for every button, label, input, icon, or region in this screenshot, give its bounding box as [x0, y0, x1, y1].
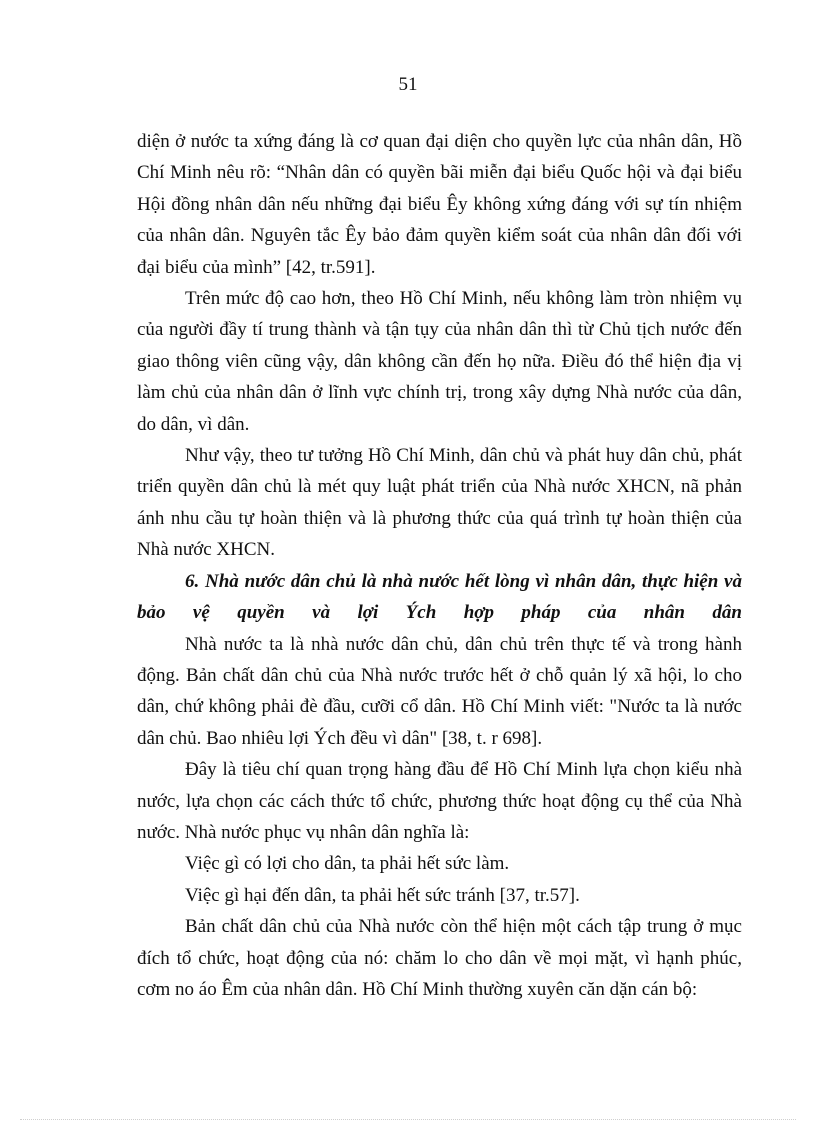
page-body [137, 126, 742, 1005]
paragraph: Trên mức độ cao hơn, theo Hồ Chí Minh, nếu không làm tròn nhiệm vụ của người đầy tí trung thành và tận tụy của nhân dân thì từ Chủ tịch nước đến giao thông viên cũng vậy, dân không cần đến họ nữa. Điều đó thể hiện địa vị làm chủ của nhân dân ở lĩnh vực chính trị, trong xây dựng Nhà nước của dân, do dân, vì dân. [137, 288, 742, 435]
page-bottom-divider [20, 1119, 796, 1120]
quote-line: Việc gì hại đến dân, ta phải hết sức tránh [37, tr.57]. [185, 884, 580, 906]
page-number: 51 [398, 74, 418, 95]
paragraph: Như vậy, theo tư tưởng Hồ Chí Minh, dân chủ và phát huy dân chủ, phát triển quyền dân chủ là mét quy luật phát triển của Nhà nước XHCN, nã phản ánh nhu cầu tự hoàn thiện và là phương thức của quá trình tự hoàn thiện của Nhà nước XHCN. [137, 445, 742, 561]
paragraph: Bản chất dân chủ của Nhà nước còn thể hiện một cách tập trung ở mục đích tổ chức, hoạt động của nó: chăm lo cho dân về mọi mặt, vì hạnh phúc, cơm no áo Êm của nhân dân. Hồ Chí Minh thường xuyên căn dặn cán bộ: [137, 916, 742, 1000]
paragraph-continuation: diện ở nước ta xứng đáng là cơ quan đại diện cho quyền lực của nhân dân, Hồ Chí Minh nêu rõ: “Nhân dân có quyền bãi miễn đại biểu Quốc hội và đại biểu Hội đồng nhân dân nếu những đại biểu Êy không xứng đáng với sự tín nhiệm của nhân dân. Nguyên tắc Êy bảo đảm quyền kiểm soát của nhân dân đối với đại biểu của mình” [42, tr.591]. [137, 131, 742, 278]
paragraph: Đây là tiêu chí quan trọng hàng đầu để Hồ Chí Minh lựa chọn kiểu nhà nước, lựa chọn các cách thức tổ chức, phương thức hoạt động cụ thể của Nhà nước. Nhà nước phục vụ nhân dân nghĩa là: [137, 759, 742, 843]
paragraph: Nhà nước ta là nhà nước dân chủ, dân chủ trên thực tế và trong hành động. Bản chất dân chủ của Nhà nước trước hết ở chỗ quản lý xã hội, lo cho dân, chứ không phải đè đầu, cưỡi cổ dân. Hồ Chí Minh viết: "Nước ta là nước dân chủ. Bao nhiêu lợi Ých đều vì dân" [38, t. r 698]. [137, 633, 742, 749]
quote-line: Việc gì có lợi cho dân, ta phải hết sức làm. [185, 853, 510, 875]
section-heading: 6. Nhà nước dân chủ là nhà nước hết lòng vì nhân dân, thực hiện và bảo vệ quyền và lợi Ých hợp pháp của nhân dân [137, 570, 742, 624]
